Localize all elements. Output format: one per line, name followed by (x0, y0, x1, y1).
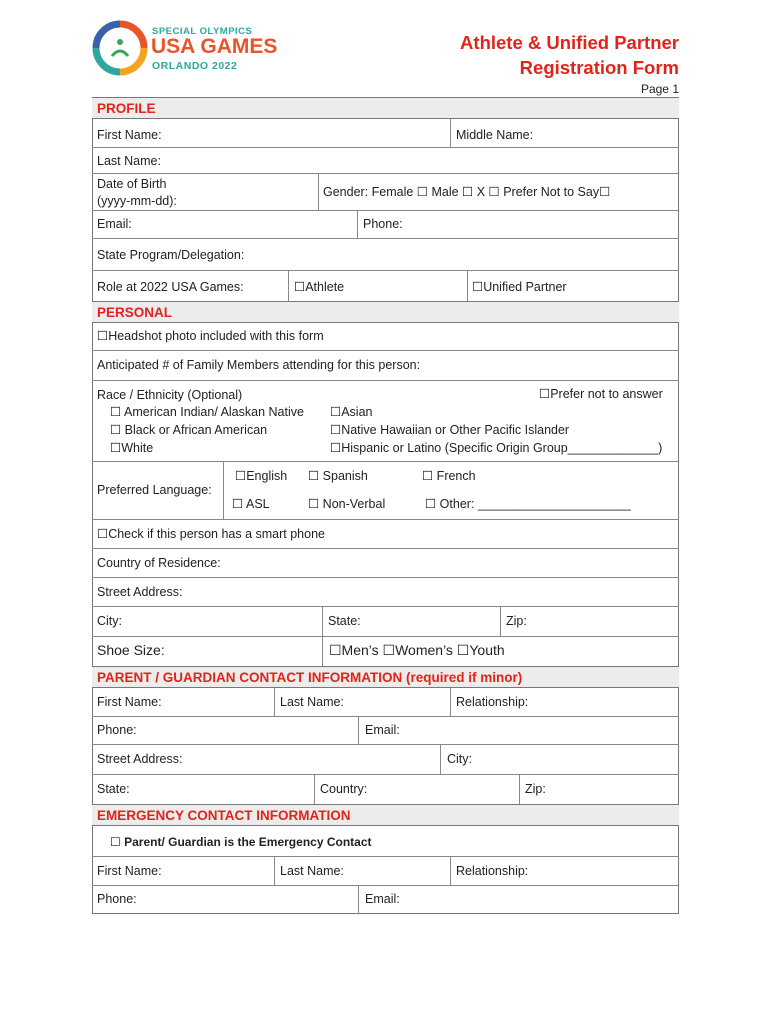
state-field[interactable]: State: (328, 614, 361, 628)
emergency-last-name-field[interactable]: Last Name: (280, 864, 344, 878)
street-address-field[interactable]: Street Address: (97, 585, 183, 599)
race-black-checkbox[interactable]: ☐ Black or African American (110, 423, 268, 437)
zip-field[interactable]: Zip: (506, 614, 527, 628)
logo (92, 20, 277, 76)
profile-dob-format: (yyyy-mm-dd): (97, 194, 177, 208)
family-members-field[interactable]: Anticipated # of Family Members attending for this person: (97, 358, 421, 372)
lang-french-checkbox[interactable]: ☐ French (422, 469, 476, 483)
guardian-email-field[interactable]: Email: (365, 723, 400, 737)
role-athlete-checkbox[interactable]: ☐Athlete (294, 280, 345, 294)
profile-last-name-field[interactable]: Last Name: (97, 154, 161, 168)
profile-role-label: Role at 2022 USA Games: (97, 280, 244, 294)
guardian-street-field[interactable]: Street Address: (97, 752, 183, 766)
section-profile-heading: PROFILE (97, 101, 156, 116)
lang-english-checkbox[interactable]: ☐English (235, 469, 288, 483)
guardian-country-field[interactable]: Country: (320, 782, 368, 796)
profile-middle-name-field[interactable]: Middle Name: (456, 128, 534, 142)
section-emergency (92, 804, 679, 826)
emergency-same-as-guardian-checkbox[interactable]: ☐ Parent/ Guardian is the Emergency Contact (110, 835, 372, 849)
section-profile (92, 97, 679, 119)
shoe-size-field[interactable]: Shoe Size: (97, 642, 165, 658)
guardian-first-name-field[interactable]: First Name: (97, 695, 162, 709)
shoe-size-options[interactable]: ☐Men’s ☐Women’s ☐Youth (329, 642, 505, 658)
profile-gender-options[interactable]: Gender: Female ☐ Male ☐ X ☐ Prefer Not to Say☐ (323, 185, 611, 199)
lang-nonverbal-checkbox[interactable]: ☐ Non-Verbal (308, 497, 386, 511)
section-guardian (92, 666, 679, 688)
form-title-line2: Registration Form (519, 57, 679, 78)
lang-other-checkbox[interactable]: ☐ Other: ______________________ (425, 497, 631, 511)
profile-email-field[interactable]: Email: (97, 217, 132, 231)
emergency-phone-field[interactable]: Phone: (97, 892, 137, 906)
preferred-language-label: Preferred Language: (97, 483, 212, 497)
lang-asl-checkbox[interactable]: ☐ ASL (232, 497, 270, 511)
smartphone-checkbox[interactable]: ☐Check if this person has a smart phone (97, 527, 325, 541)
race-hawaiian-checkbox[interactable]: ☐Native Hawaiian or Other Pacific Islander (330, 423, 570, 437)
emergency-relationship-field[interactable]: Relationship: (456, 864, 529, 878)
emergency-email-field[interactable]: Email: (365, 892, 400, 906)
special-olympics-logo-icon (92, 20, 148, 76)
section-personal-heading: PERSONAL (97, 305, 173, 320)
guardian-zip-field[interactable]: Zip: (525, 782, 546, 796)
race-white-checkbox[interactable]: ☐White (110, 441, 154, 455)
guardian-city-field[interactable]: City: (447, 752, 472, 766)
race-hispanic-checkbox[interactable]: ☐Hispanic or Latino (Specific Origin Group_____________) (330, 441, 663, 455)
logo-line3: ORLANDO 2022 (152, 60, 238, 72)
lang-spanish-checkbox[interactable]: ☐ Spanish (308, 469, 368, 483)
profile-phone-field[interactable]: Phone: (363, 217, 403, 231)
logo-line2: USA GAMES (151, 35, 278, 58)
emergency-first-name-field[interactable]: First Name: (97, 864, 162, 878)
headshot-checkbox[interactable]: ☐Headshot photo included with this form (97, 329, 324, 343)
country-of-residence-field[interactable]: Country of Residence: (97, 556, 221, 570)
race-native-checkbox[interactable]: ☐ American Indian/ Alaskan Native (110, 405, 304, 419)
guardian-relationship-field[interactable]: Relationship: (456, 695, 529, 709)
race-asian-checkbox[interactable]: ☐Asian (330, 405, 373, 419)
race-ethnicity-label: Race / Ethnicity (Optional) (97, 388, 243, 402)
logo-line1: SPECIAL OLYMPICS (152, 26, 253, 37)
section-emergency-heading: EMERGENCY CONTACT INFORMATION (97, 808, 351, 823)
race-prefer-not-checkbox[interactable]: ☐Prefer not to answer (539, 387, 663, 401)
role-unified-partner-checkbox[interactable]: ☐Unified Partner (472, 280, 567, 294)
profile-state-program-field[interactable]: State Program/Delegation: (97, 248, 245, 262)
guardian-state-field[interactable]: State: (97, 782, 130, 796)
section-personal (92, 301, 679, 323)
profile-first-name-field[interactable]: First Name: (97, 128, 162, 142)
page-number: Page 1 (640, 82, 679, 96)
section-guardian-heading: PARENT / GUARDIAN CONTACT INFORMATION (required if minor) (97, 670, 523, 685)
city-field[interactable]: City: (97, 614, 122, 628)
guardian-phone-field[interactable]: Phone: (97, 723, 137, 737)
form-title-line1: Athlete & Unified Partner (460, 32, 679, 53)
guardian-last-name-field[interactable]: Last Name: (280, 695, 344, 709)
profile-dob-label[interactable]: Date of Birth (97, 177, 167, 191)
